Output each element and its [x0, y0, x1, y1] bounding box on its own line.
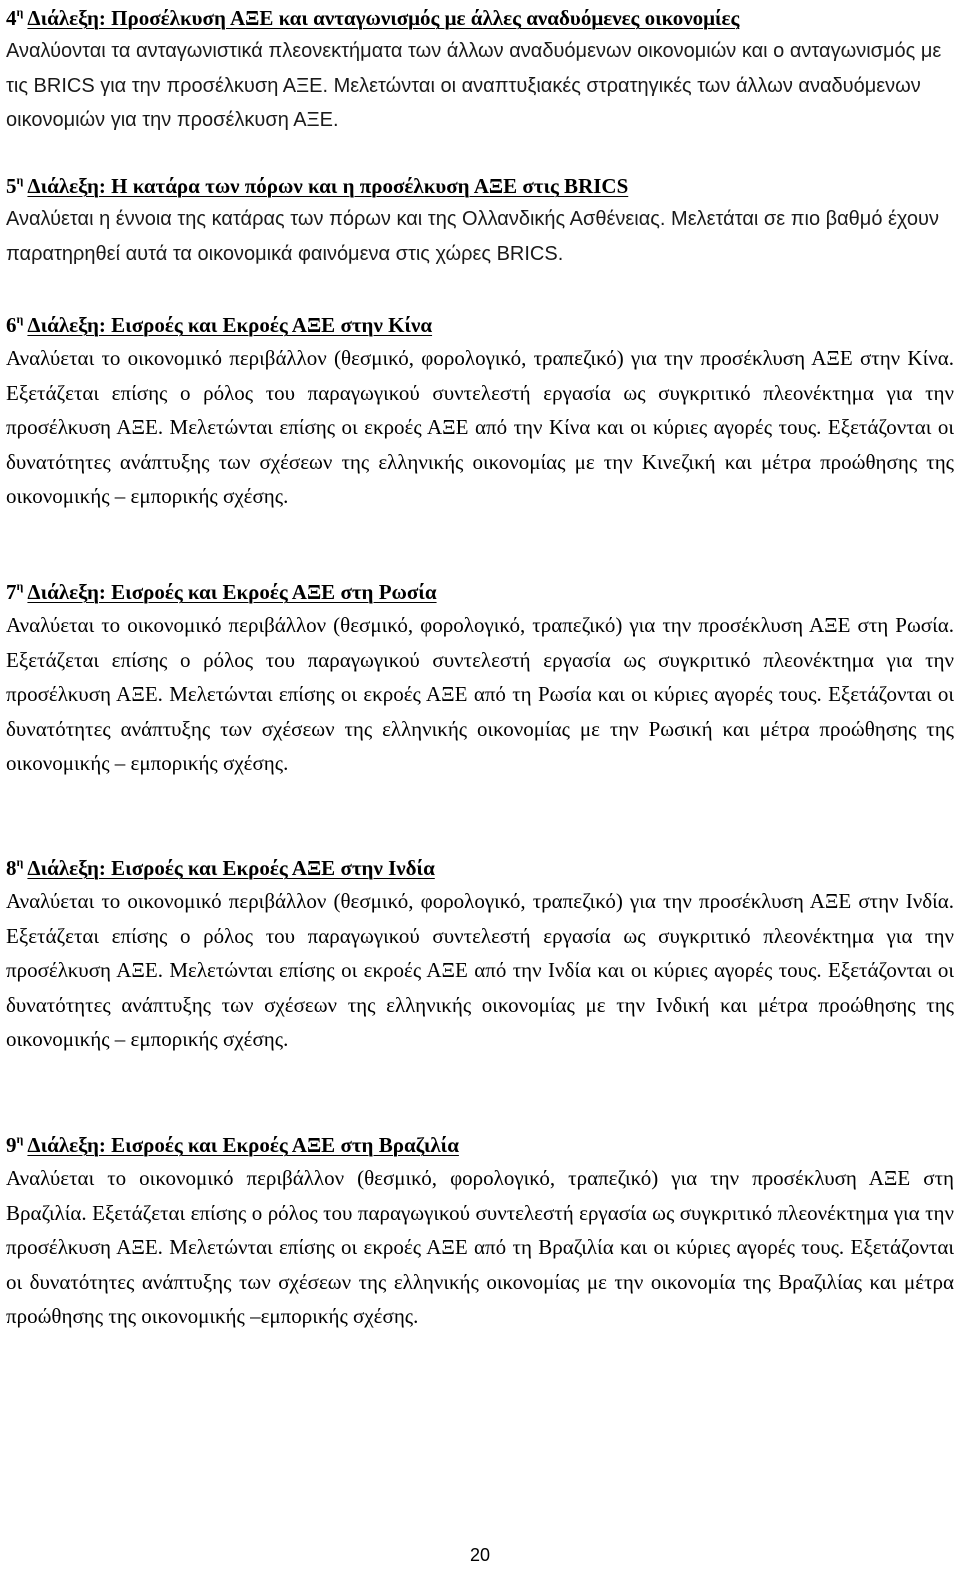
lecture-9	[6, 1129, 954, 1334]
lecture-6-title: Διάλεξη: Εισροές και Εκροές ΑΞΕ στην Κίνα	[27, 313, 433, 337]
lecture-5-number	[6, 174, 23, 198]
lecture-4-heading	[6, 2, 954, 34]
lecture-7-number	[6, 580, 23, 604]
lecture-7-title: Διάλεξη: Εισροές και Εκροές ΑΞΕ στη Ρωσία	[27, 580, 437, 604]
lecture-5-body: Αναλύεται η έννοια της κατάρας των πόρων και της Ολλανδικής Ασθένειας. Μελετάται σε πιο βαθμό έχουν παρατηρηθεί αυτά τα οικονομικά φαινόμενα στις χώρες BRICS.	[6, 208, 939, 265]
page-number: 20	[469, 1545, 491, 1565]
lecture-8-number-sup: η	[16, 855, 24, 869]
lecture-5-heading	[6, 170, 954, 202]
lecture-7	[6, 576, 954, 781]
lecture-4-number-digit: 4	[6, 6, 17, 30]
lecture-4-number-sup: η	[16, 5, 24, 19]
lecture-7-number-digit: 7	[6, 580, 17, 604]
lecture-6-body: Αναλύεται το οικονομικό περιβάλλον (θεσμικό, φορολογικό, τραπεζικό) για την προσέκλυση ΑΞΕ στην Κίνα. Εξετάζεται επίσης ο ρόλος του παραγωγικού συντελεστή εργασία ως συγκριτικό πλεονέκτημα για την προσέλκυση ΑΞΕ. Μελετώνται επίσης οι εκροές ΑΞΕ από την Κίνα και οι κύριες αγορές τους. Εξετάζονται οι δυνατότητες ανάπτυξης των σχέσεων της ελληνικής οικονομίας με την Κινεζική και μέτρα προώθησης της οικονομικής – εμπορικής σχέσης.	[6, 346, 954, 508]
lecture-7-body: Αναλύεται το οικονομικό περιβάλλον (θεσμικό, φορολογικό, τραπεζικό) για την προσέκλυση ΑΞΕ στη Ρωσία. Εξετάζεται επίσης ο ρόλος του παραγωγικού συντελεστή εργασία ως συγκριτικό πλεονέκτημα για την προσέλκυση ΑΞΕ. Μελετώνται επίσης οι εκροές ΑΞΕ από τη Ρωσία και οι κύριες αγορές τους. Εξετάζονται οι δυνατότητες ανάπτυξης των σχέσεων της ελληνικής οικονομίας με την Ρωσική και μέτρα προώθησης της οικονομικής – εμπορικής σχέσης.	[6, 613, 954, 775]
lecture-4-title: Διάλεξη: Προσέλκυση ΑΞΕ και ανταγωνισμός με άλλες αναδυόμενες οικονομίες	[27, 6, 740, 30]
lecture-5-number-sup: η	[16, 173, 24, 187]
lecture-8-number	[6, 856, 23, 880]
lecture-6-number-digit: 6	[6, 313, 17, 337]
lecture-6-heading	[6, 309, 954, 341]
lecture-5	[6, 170, 954, 271]
lecture-9-body: Αναλύεται το οικονομικό περιβάλλον (θεσμικό, φορολογικό, τραπεζικό) για την προσέκλυση ΑΞΕ στη Βραζιλία. Εξετάζεται επίσης ο ρόλος του παραγωγικού συντελεστή εργασία ως συγκριτικό πλεονέκτημα για την προσέλκυση ΑΞΕ. Μελετώνται επίσης οι εκροές ΑΞΕ από τη Βραζιλία και οι κύριες αγορές τους. Εξετάζονται οι δυνατότητες ανάπτυξης των σχέσεων της ελληνικής οικονομίας με την οικονομία της Βραζιλίας και μέτρα προώθησης της οικονομικής –εμπορικής σχέσης.	[6, 1166, 954, 1328]
lecture-8-number-digit: 8	[6, 856, 17, 880]
lecture-5-number-digit: 5	[6, 174, 17, 198]
lecture-8	[6, 852, 954, 1057]
lecture-9-number-sup: η	[16, 1132, 24, 1146]
lecture-4-body: Αναλύονται τα ανταγωνιστικά πλεονεκτήματα των άλλων αναδυόμενων οικονομιών και ο ανταγωνισμός με τις BRICS για την προσέλκυση ΑΞΕ. Μελετώνται οι αναπτυξιακές στρατηγικές των άλλων αναδυόμενων οικονομιών για την προσέλκυση ΑΞΕ.	[6, 40, 942, 131]
lecture-7-heading	[6, 576, 954, 608]
lecture-9-number-digit: 9	[6, 1133, 17, 1157]
lecture-9-title: Διάλεξη: Εισροές και Εκροές ΑΞΕ στη Βραζιλία	[27, 1133, 459, 1157]
lecture-6	[6, 309, 954, 514]
lecture-7-number-sup: η	[16, 579, 24, 593]
lecture-5-title: Διάλεξη: Η κατάρα των πόρων και η προσέλκυση ΑΞΕ στις BRICS	[27, 174, 629, 198]
lecture-8-title: Διάλεξη: Εισροές και Εκροές ΑΞΕ στην Ινδία	[27, 856, 435, 880]
lecture-6-number	[6, 313, 23, 337]
lecture-9-number	[6, 1133, 23, 1157]
lecture-8-heading	[6, 852, 954, 884]
lecture-8-body: Αναλύεται το οικονομικό περιβάλλον (θεσμικό, φορολογικό, τραπεζικό) για την προσέκλυση ΑΞΕ στην Ινδία. Εξετάζεται επίσης ο ρόλος του παραγωγικού συντελεστή εργασία ως συγκριτικό πλεονέκτημα για την προσέλκυση ΑΞΕ. Μελετώνται επίσης οι εκροές ΑΞΕ από την Ινδία και οι κύριες αγορές τους. Εξετάζονται οι δυνατότητες ανάπτυξης των σχέσεων της ελληνικής οικονομίας με την Ινδική και μέτρα προώθησης της οικονομικής – εμπορικής σχέσης.	[6, 889, 954, 1051]
lecture-4-number	[6, 6, 23, 30]
lecture-9-heading	[6, 1129, 954, 1161]
lecture-6-number-sup: η	[16, 312, 24, 326]
lecture-4	[6, 2, 954, 138]
